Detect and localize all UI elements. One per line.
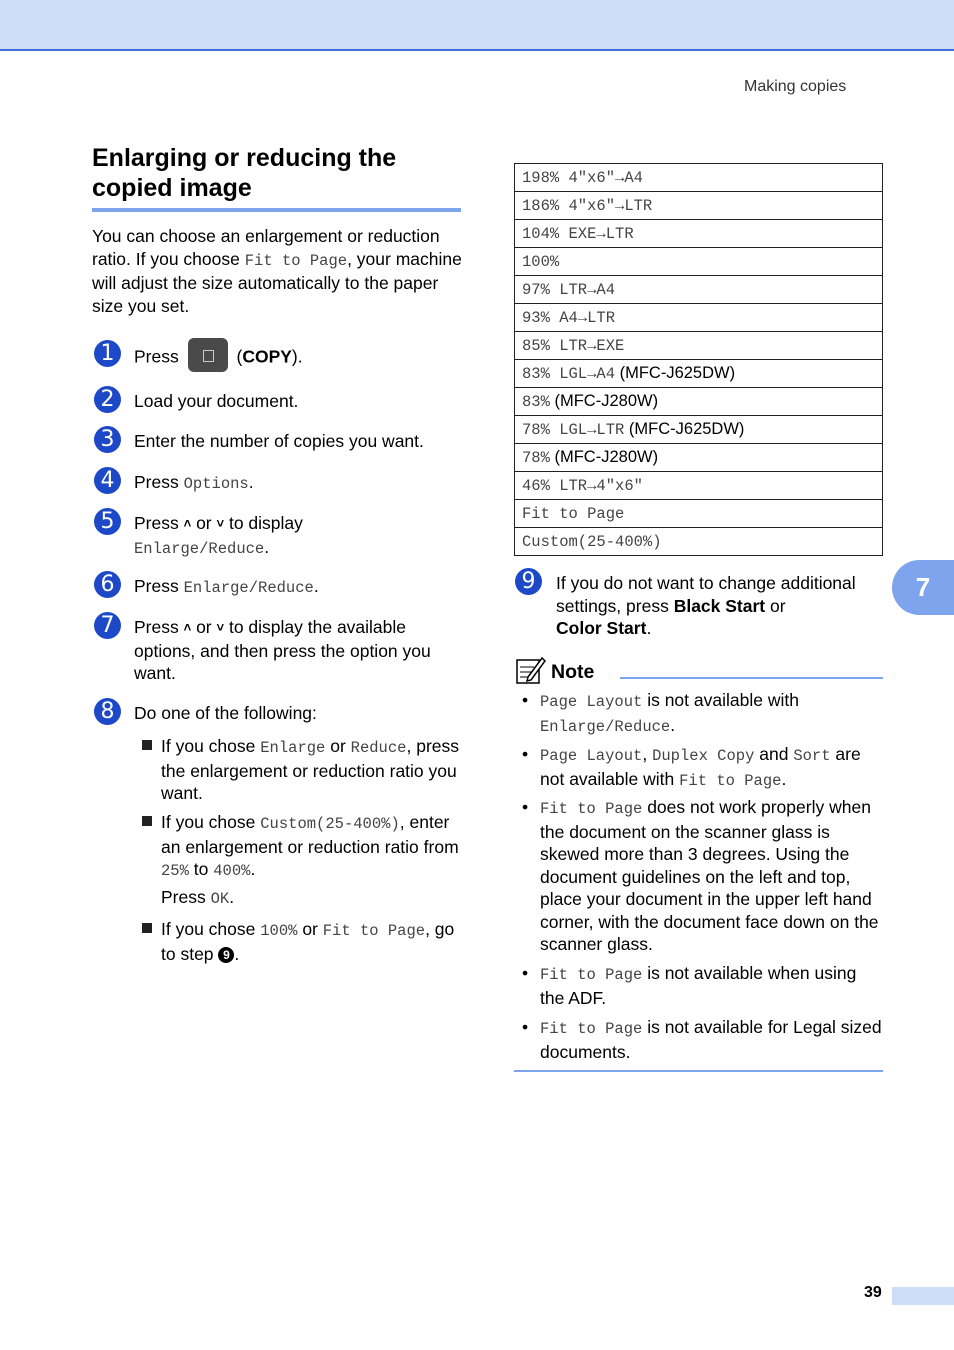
ratio-option: 100% [522,253,560,271]
ratio-row [515,444,883,472]
ratio-row [515,472,883,500]
step-5: Press ˄ or ˅ to display Enlarge/Reduce. [134,513,303,558]
step-3: Enter the number of copies you want. [134,431,424,451]
ratio-option: 83% LGL→A4 [522,365,616,383]
chapter-tab: 7 [892,560,954,615]
step-number-8: 8 [94,698,121,725]
up-arrow-icon: ˄ [183,516,192,531]
step-4: Press Options. [134,472,254,493]
option-bullet-enlarge-reduce: If you chose Enlarge or Reduce, press the enlargement or reduction ratio you want. [142,735,462,805]
step-number-9: 9 [515,568,542,595]
ratio-cell [515,304,883,332]
down-arrow-icon: ˅ [216,620,225,635]
note-item-2: • Page Layout, Duplex Copy and Sort are not available with Fit to Page. [522,744,861,790]
ratio-row [515,248,883,276]
page-footer-bar [892,1287,954,1305]
ratio-option: 85% LTR→EXE [522,337,625,355]
ratio-row [515,416,883,444]
ratio-cell [515,220,883,248]
ratio-option: 93% A4→LTR [522,309,616,327]
ratio-model: (MFC-J280W) [549,448,659,466]
ratio-row [515,500,883,528]
note-end-rule [514,1070,883,1072]
ratio-option: 46% LTR→4"x6" [522,477,643,495]
note-label: Note [551,661,595,683]
ratio-option: 97% LTR→A4 [522,281,616,299]
press-ok-line: Press OK. [161,887,235,908]
ratio-option: Fit to Page [522,505,625,523]
note-item-3: • Fit to Page does not work properly when the document on the scanner glass is skewed more than 3 degrees. Using the document guidelines on the left and top, place your document in the upper left hand corner, with the document face down on the scanner glass. [522,797,879,954]
copy-button-icon [188,338,228,372]
ratio-cell [515,192,883,220]
ratio-row [515,220,883,248]
step-6: Press Enlarge/Reduce. [134,576,319,597]
ratio-cell [515,276,883,304]
option-bullet-custom: If you chose Custom(25-400%), enter an enlargement or reduction ratio from 25% to 400%. [142,811,462,883]
ratio-row [515,304,883,332]
ratio-model: (MFC-J280W) [549,392,659,410]
note-pencil-icon [516,655,546,685]
ratio-option: 186% 4"x6"→LTR [522,197,653,215]
intro-paragraph: You can choose an enlargement or reduction ratio. If you choose Fit to Page, your machine will adjust the size automatically to the paper size you set. [92,226,462,316]
step-8: Do one of the following: [134,703,317,723]
ratio-cell [515,360,883,388]
ratio-option: 198% 4"x6"→A4 [522,169,643,187]
step-number-6: 6 [94,571,121,598]
step-number-3: 3 [94,426,121,453]
ratio-table [514,163,883,556]
down-arrow-icon: ˅ [216,516,225,531]
ratio-row [515,360,883,388]
option-bullet-100-fit: If you chose 100% or Fit to Page, go to step 9 . [142,918,462,965]
page-number: 39 [864,1284,882,1301]
note-item-4: • Fit to Page is not available when using the ADF. [522,963,857,1008]
ratio-cell [515,164,883,192]
ratio-row [515,192,883,220]
up-arrow-icon: ˄ [183,620,192,635]
ratio-cell [515,472,883,500]
step-2: Load your document. [134,391,299,411]
note-item-1: • Page Layout is not available with Enlarge/Reduce. [522,690,799,736]
step-number-2: 2 [94,386,121,413]
step-number-7: 7 [94,612,121,639]
ratio-row [515,528,883,556]
note-rule [620,677,883,679]
ratio-row [515,388,883,416]
step-number-1: 1 [94,340,121,367]
step-number-5: 5 [94,508,121,535]
ratio-model: (MFC-J625DW) [624,420,745,438]
ratio-option: 78% LGL→LTR [522,421,625,439]
ratio-model: (MFC-J625DW) [615,364,736,382]
ratio-option: 83% [522,393,550,411]
ratio-row [515,332,883,360]
header-band [0,0,954,51]
step-1: Press (COPY). [134,341,464,375]
ratio-option: Custom(25-400%) [522,533,662,551]
section-title: Enlarging or reducing the copied image [92,144,397,202]
ratio-cell [515,248,883,276]
step-7: Press ˄ or ˅ to display the available options, and then press the option you want. [134,617,431,683]
note-item-5: • Fit to Page is not available for Legal sized documents. [522,1017,882,1062]
running-title: Making copies [744,78,847,95]
ratio-cell [515,388,883,416]
ratio-cell [515,444,883,472]
ratio-cell [515,416,883,444]
ratio-cell [515,332,883,360]
ratio-cell [515,528,883,556]
title-underline [92,208,461,212]
ratio-row [515,164,883,192]
step-reference-9: 9 [218,947,234,963]
ratio-option: 104% EXE→LTR [522,225,634,243]
step-number-4: 4 [94,467,121,494]
ratio-option: 78% [522,449,550,467]
step-9: If you do not want to change additional settings, press Black Start or Color Start. [556,573,856,638]
ratio-row [515,276,883,304]
ratio-cell [515,500,883,528]
